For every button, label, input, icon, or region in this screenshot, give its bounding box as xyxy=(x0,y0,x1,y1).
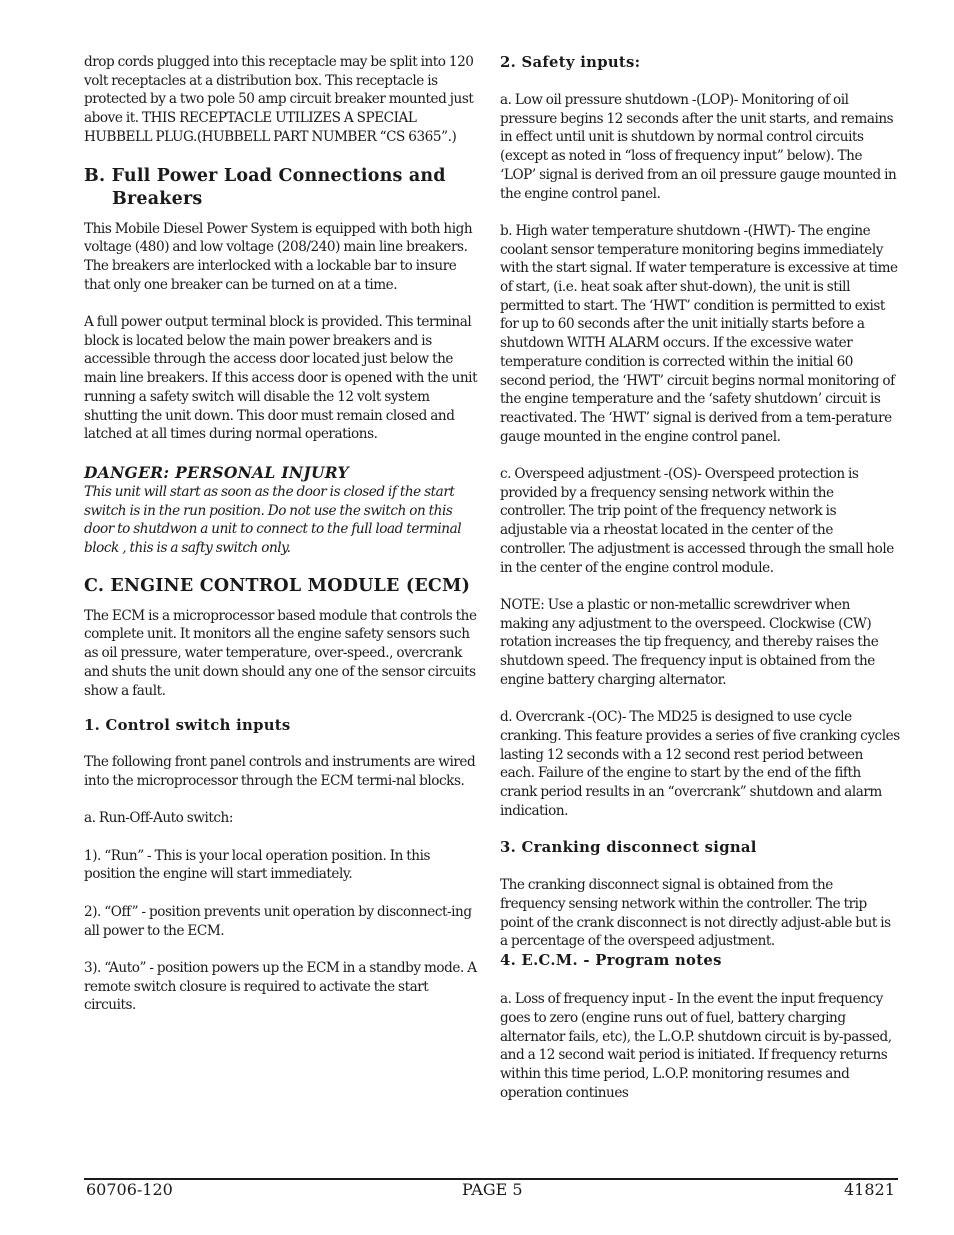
footer-code: 41821 xyxy=(844,1180,895,1199)
safety-inputs-heading: 2. Safety inputs: xyxy=(500,54,641,71)
section-b-heading: B. Full Power Load Connections and Breakers xyxy=(84,165,446,209)
loss-of-frequency-paragraph: a. Loss of frequency input - In the event the input frequency goes to zero (engine runs out of fuel, battery charging alternator fails, etc), the L.O.P. shutdown circuit is by-passed, and a 12 second wait period is initiated. If frequency returns within this time period, L.O.P. monitoring resumes and operation continues xyxy=(500,991,892,1101)
control-switch-paragraph: The following front panel controls and instruments are wired into the microprocessor through the ECM termi-nal blocks. xyxy=(84,754,476,789)
control-switch-inputs-heading: 1. Control switch inputs xyxy=(84,717,291,735)
section-c-heading: C. ENGINE CONTROL MODULE (ECM) xyxy=(84,575,471,596)
overspeed-paragraph: c. Overspeed adjustment -(OS)- Overspeed protection is provided by a frequency sensing network within the controller. The trip point of the frequency network is adjustable via a rheostat located in the center of the controller. The adjustment is accessed through the small hole in the center of the engine control module. xyxy=(500,466,894,576)
low-oil-pressure-paragraph: a. Low oil pressure shutdown -(LOP)- Monitoring of oil pressure begins 12 seconds after the unit starts, and remains in effect until unit is shutdown by normal control circuits (except as noted in “loss of frequency input” below). The ‘LOP’ signal is derived from an oil pressure gauge mounted in the engine control panel. xyxy=(500,92,897,202)
section-c-paragraph: The ECM is a microprocessor based module that controls the complete unit. It monitors all the engine safety sensors such as oil pressure, water temperature, over-speed., overcrank and shuts the unit down should any one of the sensor circuits show a fault. xyxy=(84,607,477,699)
intro-paragraph: drop cords plugged into this receptacle may be split into 120 volt receptacles at a distribution box. This receptacle is protected by a two pole 50 amp circuit breaker mounted just above it. THIS RECEPTACLE UTILIZES A SPECIAL HUBBELL PLUG.(HUBBELL PART NUMBER “CS 6365”.) xyxy=(84,54,474,145)
run-off-auto-label: a. Run-Off-Auto switch: xyxy=(84,810,233,827)
footer-document-number: 60706-120 xyxy=(86,1180,173,1199)
section-b-paragraph-2: A full power output terminal block is provided. This terminal block is located below the main power breakers and is accessible through the access door located just below the main line breakers. If this access door is opened with the unit running a safety switch will disable the 12 volt system shutting the unit down. This door must remain closed and latched at all times during normal operations. xyxy=(84,314,478,443)
ecm-program-notes-heading: 4. E.C.M. - Program notes xyxy=(500,952,722,970)
run-position-text: 1). “Run” - This is your local operation position. In this position the engine will start immediately. xyxy=(84,847,431,883)
screwdriver-note: NOTE: Use a plastic or non-metallic screwdriver when making any adjustment to the overspeed. Clockwise (CW) rotation increases the tip frequency, and thereby raises the shutdown speed. The frequency input is obtained from the engine battery charging alternator. xyxy=(500,596,879,688)
cranking-disconnect-heading: 3. Cranking disconnect signal xyxy=(500,839,757,857)
right-column xyxy=(500,53,900,1102)
off-position-text: 2). “Off” - position prevents unit operation by disconnect-ing all power to the ECM. xyxy=(84,903,472,939)
section-b-paragraph-1: This Mobile Diesel Power System is equipped with both high voltage (480) and low voltage (208/240) main line breakers. The breakers are interlocked with a lockable bar to insure that only one breaker can be turned on at a time. xyxy=(84,220,473,293)
left-column xyxy=(84,53,482,1015)
auto-position-text: 3). “Auto” - position powers up the ECM in a standby mode. A remote switch closure is required to activate the start circuits. xyxy=(84,959,477,1014)
cranking-disconnect-paragraph: The cranking disconnect signal is obtained from the frequency sensing network within the controller. The trip point of the crank disconnect is not directly adjust-able but is a percentage of the overspeed adjustment. xyxy=(500,877,891,950)
footer-page-number: PAGE 5 xyxy=(462,1180,523,1199)
overcrank-paragraph: d. Overcrank -(OC)- The MD25 is designed to use cycle cranking. This feature provides a series of five cranking cycles lasting 12 seconds with a 12 second rest period between each. Failure of the engine to start by the end of the fifth crank period results in an “overcrank” shutdown and alarm indication. xyxy=(500,709,900,819)
high-water-temp-paragraph: b. High water temperature shutdown -(HWT)- The engine coolant sensor temperature monitoring begins immediately with the start signal. If water temperature is excessive at time of start, (i.e. heat soak after shut-down), the unit is still permitted to start. The ‘HWT’ condition is permitted to exist for up to 60 seconds after the unit initially starts before a shutdown WITH ALARM occurs. If the excessive water temperature condition is corrected within the initial 60 second period, the ‘HWT’ circuit begins normal monitoring of the engine temperature and the ‘safety shutdown’ circuit is reactivated. The ‘HWT’ signal is derived from a tem-perature gauge mounted in the engine control panel. xyxy=(500,222,898,445)
danger-heading: DANGER: PERSONAL INJURY xyxy=(84,462,349,482)
danger-text: This unit will start as soon as the door is closed if the start switch is in the run position. Do not use the switch on this door to shutdwon a unit to connect to the full load terminal block , this is a safty switch only. xyxy=(84,483,462,557)
